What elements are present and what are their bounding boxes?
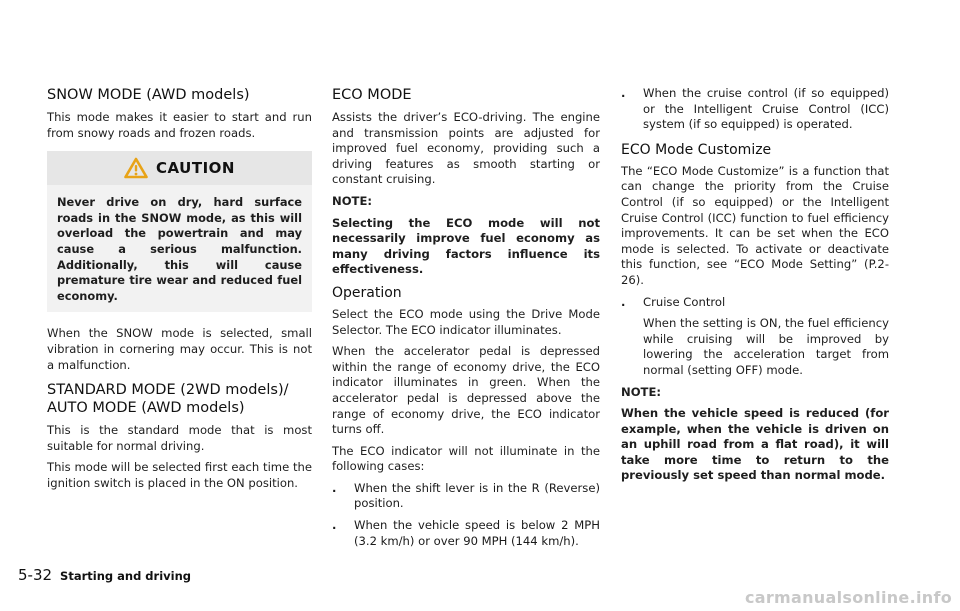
standard-mode-description: This is the standard mode that is most suitable for normal driving.: [47, 423, 312, 453]
snow-mode-description: This mode makes it easier to start and run from snowy roads and frozen roads.: [47, 110, 312, 140]
caution-body: [47, 185, 312, 312]
standard-mode-selection: This mode will be selected first each time the ignition switch is placed in the ON position.: [47, 460, 312, 490]
operation-heading: Operation: [332, 284, 402, 301]
standard-mode-heading-line2: AUTO MODE (AWD models): [47, 400, 245, 417]
warning-triangle-icon: [124, 157, 148, 179]
eco-customize-description: The “ECO Mode Customize” is a function that can change the priority from the Cruise Control (if so equipped) or the Intelligent Cruise Control (ICC) function to fuel efficiency improvements. It can be set when the ECO mode is selected. To activate or deactivate this function, see “ECO Mode Setting” (P.2-26).: [621, 163, 889, 287]
bullet: .: [332, 518, 337, 533]
page-footer: [18, 566, 191, 584]
eco-indicator-cases-list: [332, 481, 600, 549]
eco-mode-heading: ECO MODE: [332, 87, 412, 103]
list-item-text: Cruise Control: [643, 294, 726, 309]
operation-step-1: Select the ECO mode using the Drive Mode Selector. The ECO indicator illuminates.: [332, 306, 600, 337]
chapter-title: Starting and driving: [60, 569, 192, 583]
column-middle: [332, 86, 600, 555]
bullet: .: [332, 480, 337, 495]
eco-customize-heading: ECO Mode Customize: [621, 141, 772, 158]
list-item: [621, 86, 889, 133]
list-item: [332, 481, 600, 512]
cruise-control-description: When the setting is ON, the fuel efficiency while cruising will be improved by lowering the acceleration target from normal (setting OFF) mode.: [643, 316, 889, 377]
eco-mode-description: Assists the driver’s ECO-driving. The engine and transmission points are adjusted for improved fuel economy, providing such a driving features as smooth starting or constant cruising.: [332, 110, 600, 187]
list-item: [332, 518, 600, 549]
customize-note-label: NOTE:: [621, 384, 662, 399]
caution-header: [47, 151, 312, 185]
eco-note-text: Selecting the ECO mode will not necessarily improve fuel economy as many driving factors influence its effectiveness.: [332, 215, 600, 277]
operation-step-2: When the accelerator pedal is depressed within the range of economy drive, the ECO indicator illuminates in green. When the accelerator pedal is depressed above the range of economy drive, the ECO indicator turns off.: [332, 344, 600, 437]
watermark: carmanualsonline.info: [744, 588, 952, 607]
bullet: .: [621, 86, 626, 100]
standard-mode-heading-line1: STANDARD MODE (2WD models)/: [47, 382, 289, 399]
caution-text: Never drive on dry, hard surface roads in the SNOW mode, as this will overload the powertrain and may cause a serious malfunction. Additionally, this will cause premature tire wear and reduced fuel economy.: [57, 195, 302, 303]
customize-options-list: [621, 295, 889, 311]
eco-note-label: NOTE:: [332, 193, 373, 208]
customize-note-text: When the vehicle speed is reduced (for example, when the vehicle is driven on an uphill road from a flat road), it will take more time to return to the previously set speed than normal mode.: [621, 406, 889, 483]
list-item-text: When the shift lever is in the R (Reverse) position.: [354, 480, 600, 511]
eco-indicator-cases-list-continued: [621, 86, 889, 133]
caution-box: [47, 151, 312, 312]
column-left: [47, 86, 312, 498]
caution-title: CAUTION: [156, 159, 235, 178]
list-item-text: When the vehicle speed is below 2 MPH (3.2 km/h) or over 90 MPH (144 km/h).: [354, 518, 600, 548]
column-right: [621, 86, 889, 490]
list-item-text: When the cruise control (if so equipped) or the Intelligent Cruise Control (ICC) system (if so equipped) is operated.: [643, 86, 889, 132]
operation-step-3: The ECO indicator will not illuminate in the following cases:: [332, 443, 600, 474]
list-item: [621, 295, 889, 311]
page-number: 5-32: [18, 566, 53, 584]
bullet: .: [621, 294, 626, 309]
snow-mode-vibration-note: When the SNOW mode is selected, small vibration in cornering may occur. This is not a malfunction.: [47, 326, 312, 372]
snow-mode-heading: SNOW MODE (AWD models): [47, 87, 250, 103]
